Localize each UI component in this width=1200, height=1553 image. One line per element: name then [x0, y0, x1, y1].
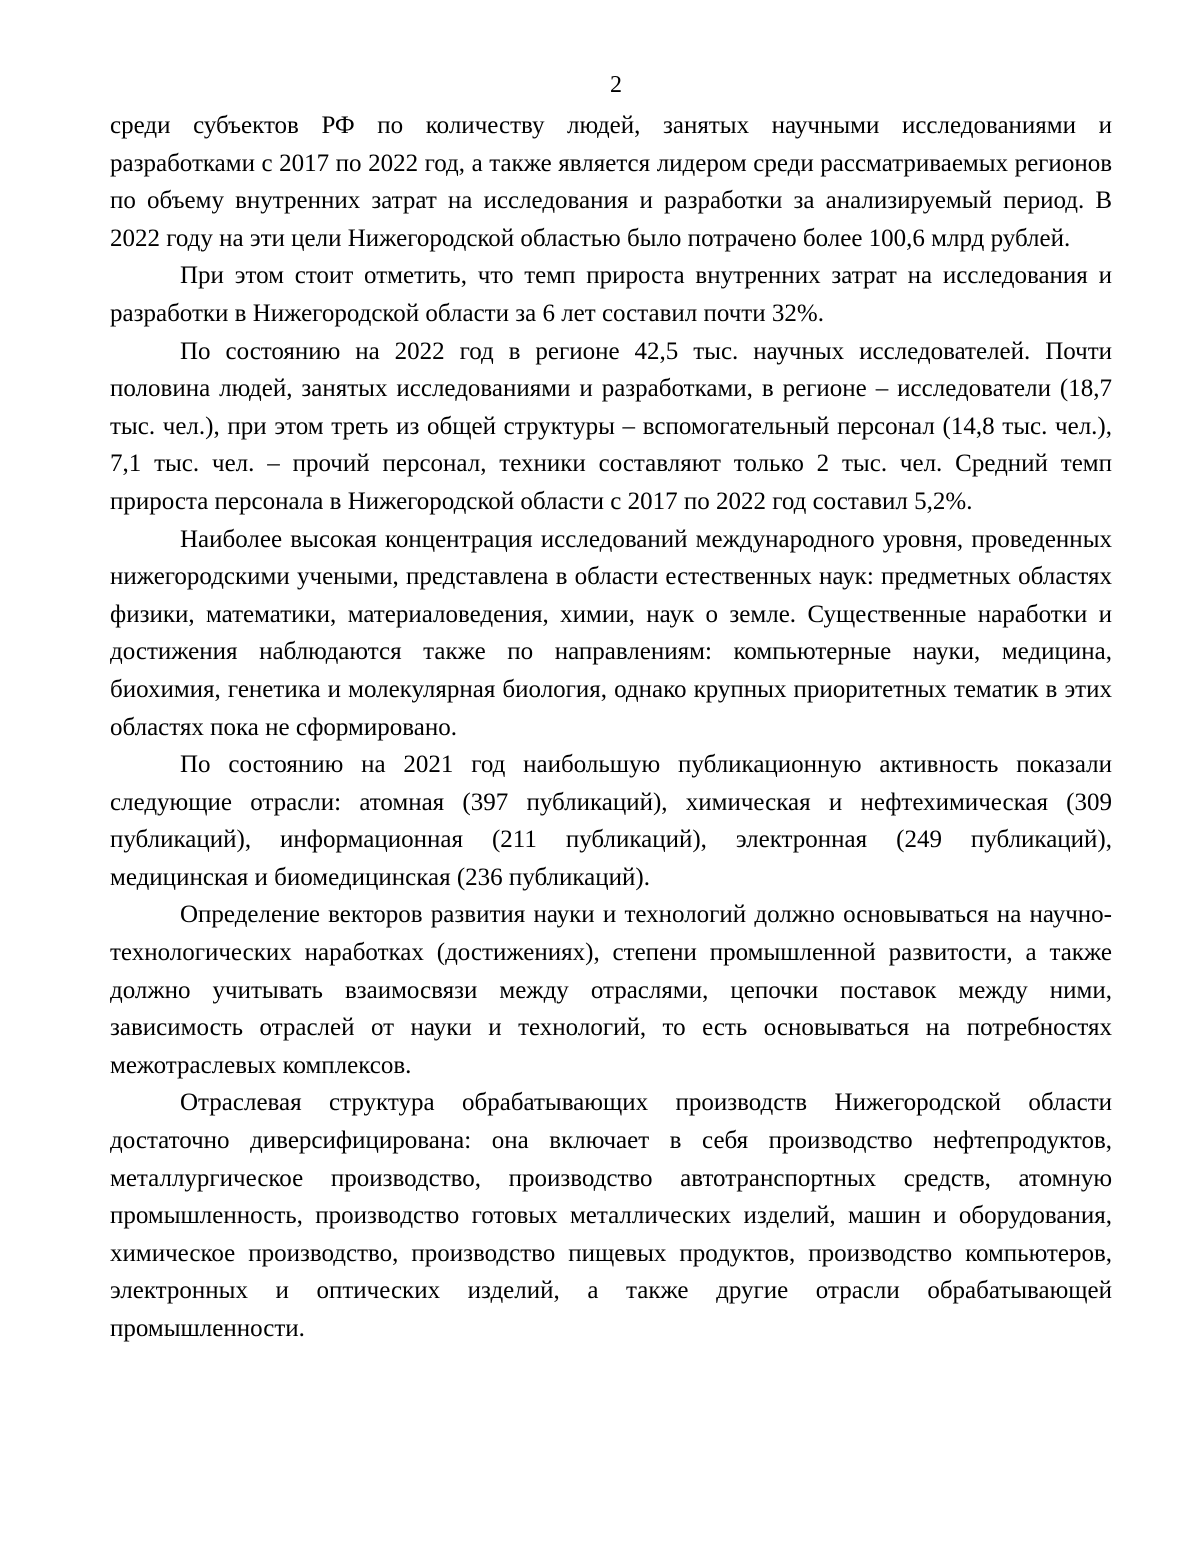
paragraph-rnd-growth: При этом стоит отметить, что темп прироста внутренних затрат на исследования и разработки в Нижегородской области за 6 лет составил почти 32%. — [110, 262, 1112, 327]
paragraph-research-areas: Наиболее высокая концентрация исследований международного уровня, проведенных нижегородскими учеными, представлена в области естественных наук: предметных областях физики, математики, материаловедения, химии, наук о земле. Существенные наработки и достижения наблюдаются также по направлениям: компьютерные науки, медицина, биохимия, генетика и молекулярная биология, однако крупных приоритетных тематик в этих областях пока не сформировано. — [110, 525, 1112, 741]
paragraph-industry-structure: Отраслевая структура обрабатывающих производств Нижегородской области достаточно диверсифицирована: она включает в себя производство нефтепродуктов, металлургическое производство, производство автотранспортных средств, атомную промышленность, производство готовых металлических изделий, машин и оборудования, химическое производство, производство пищевых продуктов, производство компьютеров, электронных и оптических изделий, а также другие отрасли обрабатывающей промышленности. — [110, 1089, 1112, 1342]
paragraph-researchers: По состоянию на 2022 год в регионе 42,5 тыс. научных исследователей. Почти половина людей, занятых исследованиями и разработками, в регионе – исследователи (18,7 тыс. чел.), при этом треть из общей структуры – вспомогательный персонал (14,8 тыс. чел.), 7,1 тыс. чел. – прочий персонал, техники составляют только 2 тыс. чел. Средний темп прироста персонала в Нижегородской области с 2017 по 2022 год составил 5,2%. — [110, 337, 1112, 515]
page-number: 2 — [610, 72, 622, 98]
paragraph-continuation: среди субъектов РФ по количеству людей, занятых научными исследованиями и разработками с 2017 по 2022 год, а также является лидером среди рассматриваемых регионов по объему внутренних затрат на исследования и разработки за анализируемый период. В 2022 году на эти цели Нижегородской областью было потрачено более 100,6 млрд рублей. — [110, 112, 1112, 252]
document-body — [110, 107, 1112, 1348]
paragraph-publications: По состоянию на 2021 год наибольшую публикационную активность показали следующие отрасли: атомная (397 публикаций), химическая и нефтехимическая (309 публикаций), информационная (211 публикаций), электронная (249 публикаций), медицинская и биомедицинская (236 публикаций). — [110, 751, 1112, 891]
paragraph-development-vectors: Определение векторов развития науки и технологий должно основываться на научно-технологических наработках (достижениях), степени промышленной развитости, а также должно учитывать взаимосвязи между отраслями, цепочки поставок между ними, зависимость отраслей от науки и технологий, то есть основываться на потребностях межотраслевых комплексов. — [110, 901, 1112, 1079]
